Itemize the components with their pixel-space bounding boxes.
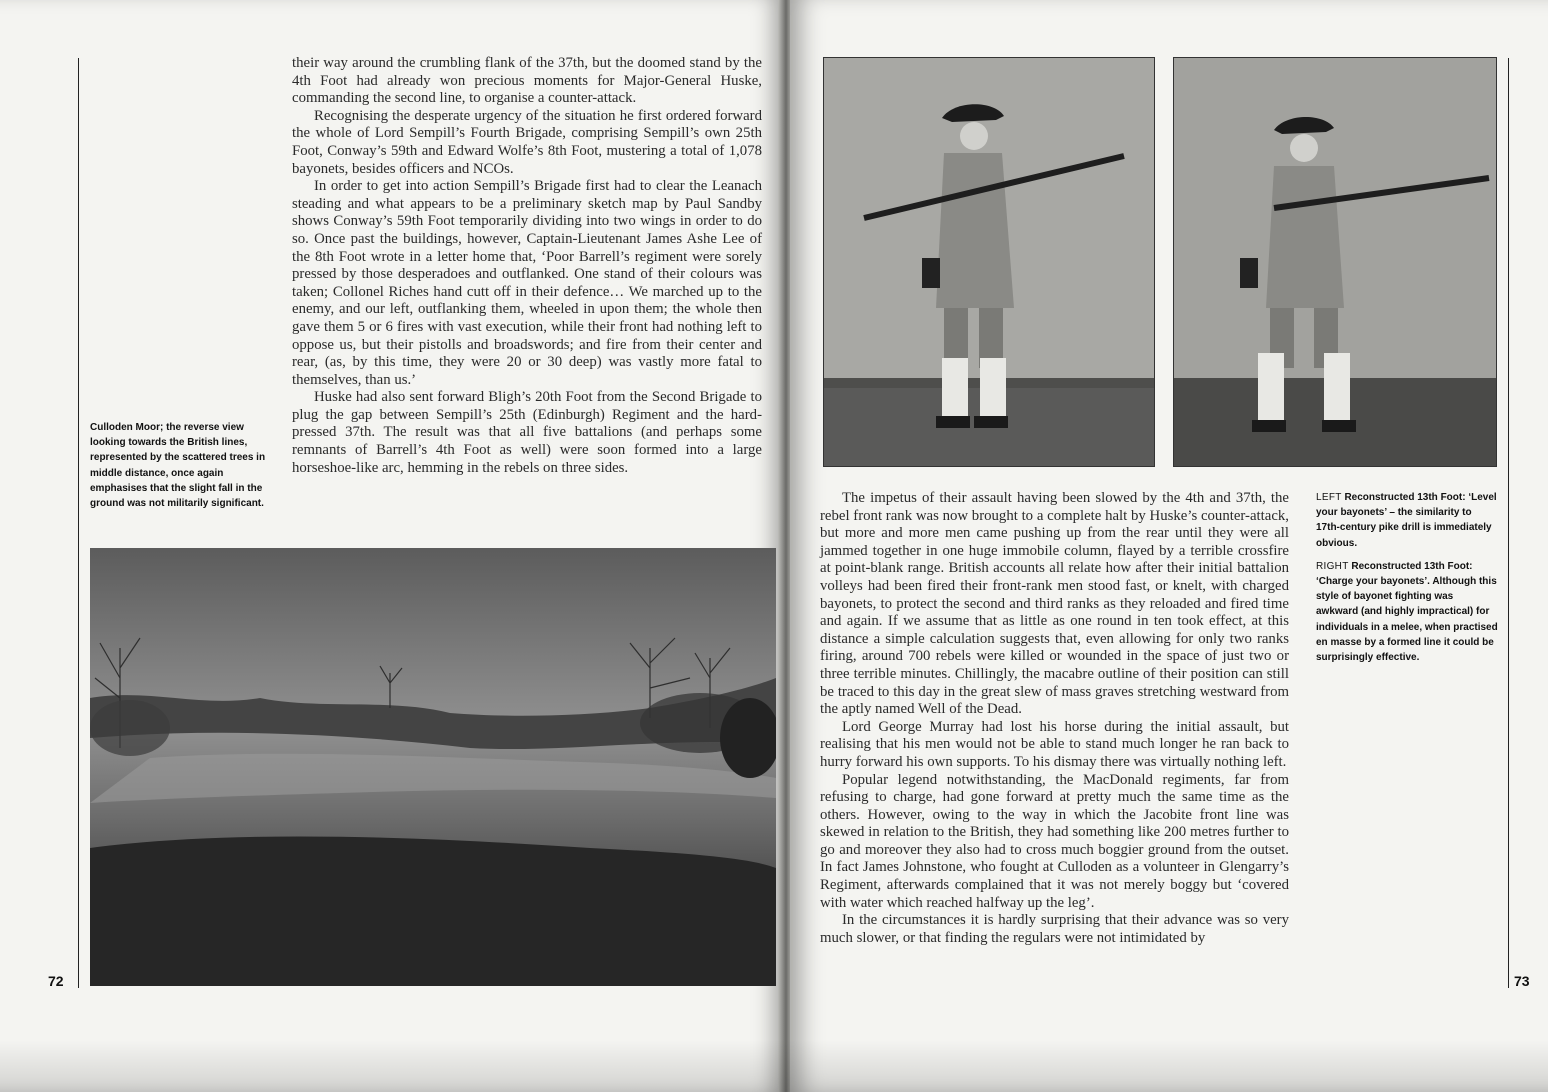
caption-right-text: Reconstructed 13th Foot: ‘Charge your bayonets’. Although this style of bayonet fighting was awkward (and highly impractical) for individuals in a melee, when practised en masse by a formed line it could be surprisingly effective. xyxy=(1316,560,1498,664)
caption-right xyxy=(1316,559,1498,665)
left-paragraph-4: Huske had also sent forward Bligh’s 20th Foot from the Second Brigade to plug the gap between Sempill’s 25th (Edinburgh) Regiment and the hard-pressed 37th. The result was that all five battalions (and perhaps some remnants of Barrell’s 4th Foot as well) were soon formed into a large horseshoe-like arc, hemming in the rebels on three sides. xyxy=(292,389,762,476)
left-paragraph-1: their way around the crumbling flank of the 37th, but the doomed stand by the 4th Foot had already won precious moments for Major-General Huske, commanding the second line, to organise a counter-attack. xyxy=(292,55,762,107)
moor-caption-text: Culloden Moor; the reverse view looking towards the British lines, represented by the scattered trees in middle distance, once again emphasises that the slight fall in the ground was not militarily significant. xyxy=(90,422,266,510)
right-body-text xyxy=(820,490,1289,947)
culloden-moor-image xyxy=(90,548,776,986)
left-margin-rule xyxy=(78,58,79,988)
right-paragraph-3: Popular legend notwithstanding, the MacDonald regiments, far from refusing to charge, had gone forward at pretty much the same time as the others. However, owing to the way in which the Jacobite front line was skewed in relation to the British, they had something like 200 metres further to go and moreover they also had to cross much boggier ground from the outset. In fact James Johnstone, who fought at Culloden as a volunteer in Glengarry’s Regiment, afterwards complained that it was not merely boggy but ‘covered with water which reached halfway up the leg’. xyxy=(820,771,1289,911)
level-bayonets-image xyxy=(824,58,1154,466)
caption-left xyxy=(1316,490,1498,551)
caption-left-tag: LEFT xyxy=(1316,492,1342,503)
caption-right-tag: RIGHT xyxy=(1316,560,1349,572)
left-paragraph-2: Recognising the desperate urgency of the situation he first ordered forward the whole of Lord Sempill’s Fourth Brigade, comprising Sempill’s own 25th Foot, Conway’s 59th and Edward Wolfe’s 8th Foot, mustering a total of 1,078 bayonets, besides officers and NCOs. xyxy=(292,107,762,177)
left-body-text xyxy=(292,55,762,477)
right-page xyxy=(790,0,1548,1092)
bayonet-photo-captions xyxy=(1316,490,1498,673)
right-paragraph-4: In the circumstances it is hardly surprising that their advance was so very much slower, or that finding the regulars were not intimidated by xyxy=(820,912,1289,946)
charge-bayonets-image xyxy=(1174,58,1496,466)
right-page-number: 73 xyxy=(1514,973,1530,989)
left-page-number: 72 xyxy=(48,973,64,989)
caption-left-text: Reconstructed 13th Foot: ‘Level your bayonets’ – the similarity to 17th-century pike drill is immediately obvious. xyxy=(1316,492,1497,549)
culloden-moor-photo xyxy=(90,548,776,986)
moor-photo-caption xyxy=(90,420,272,511)
right-margin-rule xyxy=(1508,58,1509,988)
level-bayonets-photo xyxy=(823,57,1155,467)
right-paragraph-1: The impetus of their assault having been slowed by the 4th and 37th, the rebel front rank was now brought to a complete halt by Huske’s counter-attack, but more and more men came pushing up from the rear until they were all jammed together in one huge immobile column, flayed by a terrible crossfire at point-blank range. British accounts all relate how after their initial battalion volleys had been fired their front-rank men stood fast, or knelt, with charged bayonets, to protect the second and third ranks as they reloaded and fired time and again. If we assume that as little as one round in ten took effect, at this distance a simple calculation suggests that, even allowing for only two ranks firing, around 700 rebels were killed or wounded in the space of just two or three terrible minutes. Chillingly, the macabre outline of their position can still be traced to this day in the great slew of mass graves stretching westward from the aptly named Well of the Dead. xyxy=(820,490,1289,718)
charge-bayonets-photo xyxy=(1173,57,1497,467)
left-paragraph-3: In order to get into action Sempill’s Brigade first had to clear the Leanach steading and what appears to be a preliminary sketch map by Paul Sandby shows Conway’s 59th Foot temporarily dividing into two wings in order to do so. Once past the buildings, however, Captain-Lieutenant James Ashe Lee of the 8th Foot wrote in a letter home that, ‘Poor Barrell’s regiment were sorely pressed by those desperadoes and outflanked. One stand of their colours was taken; Collonel Riches hand cutt off in their defence… We marched up to the enemy, and our left, outflanking them, wheeled in upon them; the whole then gave them 5 or 6 fires with vast execution, while their front had nothing left to oppose us, but their pistolls and broadswords; and fire from their center and rear, (as, by this time, they were 20 or 30 deep) was vastly more fatal to themselves, than us.’ xyxy=(292,178,762,388)
right-paragraph-2: Lord George Murray had lost his horse during the initial assault, but realising that his men would not be able to stand much longer he ran back to hurry forward his own supports. To his dismay there was virtually nothing left. xyxy=(820,718,1289,770)
